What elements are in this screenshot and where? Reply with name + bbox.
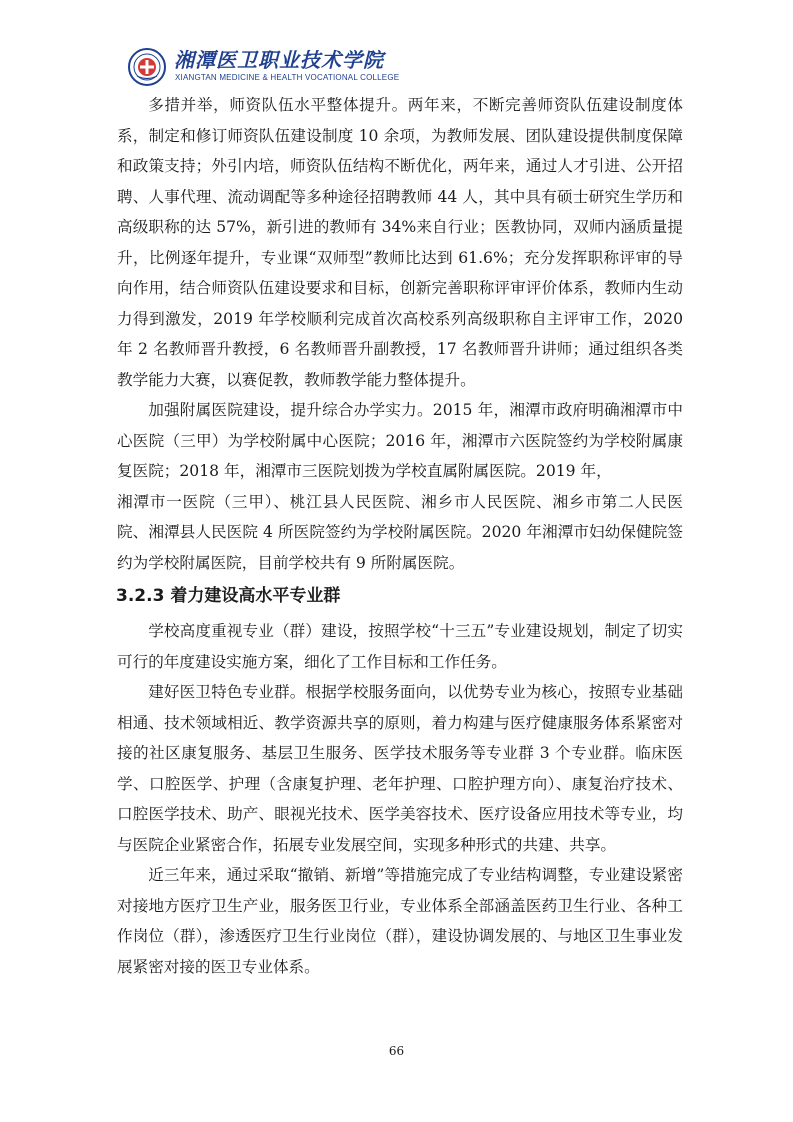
paragraph-hospitals: 加强附属医院建设，提升综合办学实力。2015 年，湘潭市政府明确湘潭市中心医院（三甲）为学校附属中心医院；2016 年，湘潭市六医院签约为学校附属康复医院；2018 年，湘潭市三医院划拨为学校直属附属医院。2019 年，: [117, 401, 683, 480]
paragraph-faculty: 多措并举，师资队伍水平整体提升。两年来，不断完善师资队伍建设制度体系，制定和修订师资队伍建设制度 10 余项，为教师发展、团队建设提供制度保障和政策支持；外引内培，师资队伍结构不断优化，两年来，通过人才引进、公开招聘、人事代理、流动调配等多种途径招聘教师 44 人，其中具有硕士研究生学历和高级职称的达 57%，新引进的教师有 34%来自行业；医教协同，双师内涵质量提升，比例逐年提升，专业课“双师型”教师比达到 61.6%；充分发挥职称评审的导向作用，结合师资队伍建设要求和目标，创新完善职称评审评价体系，教师内生动力得到激发，2019 年学校顺利完成首次高校系列高级职称自主评审工作，2020 年 2 名教师晋升教授，6 名教师晋升副教授，17 名教师晋升讲师；通过组织各类教学能力大赛，以赛促教，教师教学能力整体提升。: [117, 96, 683, 389]
paragraph-hospitals-cont: 湘潭市一医院（三甲）、桃江县人民医院、湘乡市人民医院、湘乡市第二人民医院、湘潭县人民医院 4 所医院签约为学校附属医院。2020 年湘潭市妇幼保健院签约为学校附属医院，目前学校共有 9 所附属医院。: [117, 492, 683, 572]
college-seal-icon: [128, 48, 166, 86]
school-name-cn: 湘潭医卫职业技术学院: [174, 48, 384, 72]
page-header: [128, 48, 400, 88]
paragraph-intro: 学校高度重视专业（群）建设，按照学校“十三五”专业建设规划，制定了切实可行的年度建设实施方案，细化了工作目标和工作任务。: [117, 622, 683, 671]
paragraph-specialty-groups: 建好医卫特色专业群。根据学校服务面向，以优势专业为核心，按照专业基础相通、技术领域相近、教学资源共享的原则，着力构建与医疗健康服务体系紧密对接的社区康复服务、基层卫生服务、医学技术服务等专业群 3 个专业群。临床医学、口腔医学、护理（含康复护理、老年护理、口腔护理方向）、康复治疗技术、口腔医学技术、助产、眼视光技术、医学美容技术、医疗设备应用技术等专业，均与医院企业紧密合作，拓展专业发展空间，实现多种形式的共建、共享。: [117, 683, 683, 854]
page-body: [117, 90, 683, 982]
page-number: 66: [388, 1044, 405, 1058]
paragraph-structure: 近三年来，通过采取“撤销、新增”等措施完成了专业结构调整，专业建设紧密对接地方医疗卫生产业，服务医卫行业，专业体系全部涵盖医药卫生行业、各种工作岗位（群），渗透医疗卫生行业岗位（群），建设协调发展的、与地区卫生事业发展紧密对接的医卫专业体系。: [117, 866, 683, 976]
school-name-en: XIANGTAN MEDICINE & HEALTH VOCATIONAL COLLEGE: [175, 73, 400, 82]
section-heading: 3.2.3 着力建设高水平专业群: [116, 586, 341, 606]
